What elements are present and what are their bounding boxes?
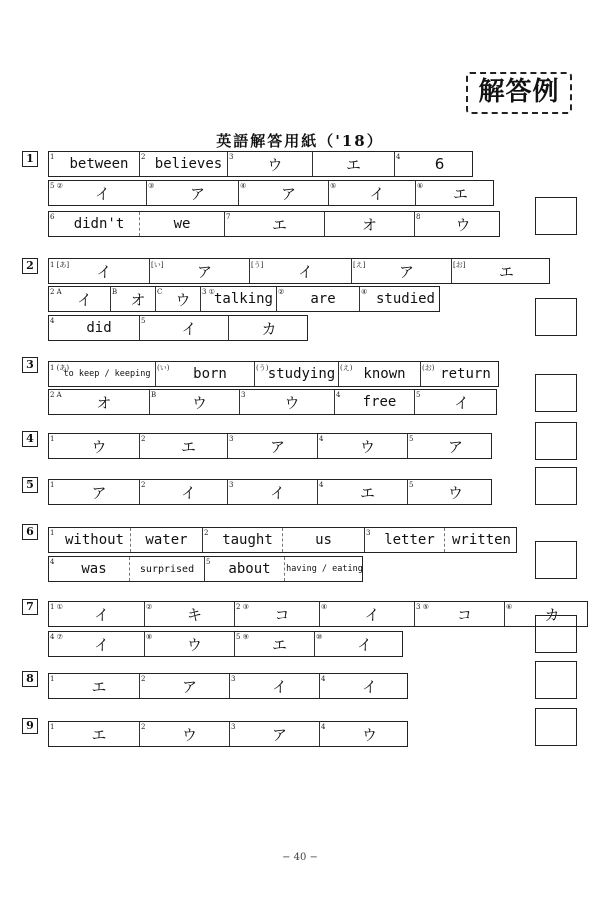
answer-text: born	[193, 366, 227, 382]
score-box	[535, 615, 577, 653]
item-label: ⑤	[330, 182, 337, 190]
question-number: 8	[22, 671, 38, 687]
answer-cell	[319, 674, 409, 698]
answer-text: イ	[356, 635, 372, 654]
answer-text: イ	[369, 184, 385, 203]
answer-cell	[254, 362, 338, 386]
answer-cell	[49, 480, 139, 504]
answer-text: taught	[222, 532, 273, 548]
answer-row	[48, 151, 473, 177]
answer-cell	[319, 602, 414, 626]
question-number: 7	[22, 599, 38, 615]
page-number: − 40 −	[282, 852, 318, 863]
answer-text: イ	[93, 605, 109, 624]
answer-cell	[227, 480, 317, 504]
answer-cell	[49, 632, 144, 656]
answer-cell	[49, 602, 144, 626]
answer-row	[48, 315, 308, 341]
item-label: 4	[396, 153, 401, 161]
answer-key-stamp: 解答例	[466, 72, 572, 114]
answer-cell	[444, 528, 518, 552]
item-label: 4 ⑦	[50, 633, 63, 641]
item-label: 4	[321, 723, 326, 731]
answer-row	[48, 673, 408, 699]
answer-cell	[284, 557, 364, 581]
answer-text: オ	[130, 290, 146, 309]
answer-cell	[144, 632, 234, 656]
answer-text: ウ	[175, 290, 191, 309]
item-label: 1	[50, 481, 55, 489]
answer-text: 6	[434, 155, 445, 173]
question-number: 6	[22, 524, 38, 540]
item-label: 1 (あ)	[50, 364, 70, 372]
answer-cell	[139, 674, 229, 698]
item-label: 5 ②	[50, 182, 63, 190]
answer-text: ウ	[284, 393, 300, 412]
answer-cell	[144, 602, 234, 626]
item-label: ⑥	[417, 182, 424, 190]
answer-text: between	[69, 156, 129, 172]
item-label: 6	[50, 213, 55, 221]
answer-text: ア	[91, 483, 107, 502]
item-label: ②	[278, 288, 285, 296]
item-label: 1 [あ]	[50, 261, 70, 269]
answer-text: イ	[453, 393, 469, 412]
answer-text: we	[173, 216, 191, 232]
answer-text: are	[310, 291, 336, 307]
answer-text: カ	[261, 319, 277, 338]
answer-cell	[49, 152, 139, 176]
answer-text: エ	[271, 215, 287, 234]
item-label: B	[151, 391, 157, 399]
item-label: 5 ⑨	[236, 633, 249, 641]
score-box	[535, 197, 577, 235]
answer-cell	[415, 181, 495, 205]
answer-text: エ	[91, 677, 107, 696]
item-label: (う)	[256, 364, 269, 372]
item-label: 2	[141, 723, 146, 731]
answer-text: エ	[359, 483, 375, 502]
answer-text: エ	[180, 437, 196, 456]
answer-text: イ	[76, 290, 92, 309]
item-label: 4	[50, 558, 55, 566]
item-label: 2	[141, 435, 146, 443]
answer-row	[48, 721, 408, 747]
item-label: 3 ⑤	[416, 603, 429, 611]
answer-text: without	[64, 532, 124, 548]
score-box	[535, 467, 577, 505]
answer-text: イ	[269, 483, 285, 502]
answer-text: ア	[271, 725, 287, 744]
item-label: 3	[229, 481, 234, 489]
answer-cell	[317, 434, 407, 458]
answer-cell	[282, 528, 364, 552]
answer-text: ウ	[191, 393, 207, 412]
answer-text: ウ	[181, 725, 197, 744]
answer-cell	[49, 722, 139, 746]
answer-text: water	[145, 532, 188, 548]
answer-text: コ	[274, 605, 290, 624]
answer-text: surprised	[139, 563, 195, 575]
item-label: 1 ①	[50, 603, 63, 611]
answer-cell	[49, 362, 155, 386]
answer-text: カ	[544, 605, 560, 624]
item-label: [え]	[353, 261, 366, 269]
score-box	[535, 422, 577, 460]
answer-cell	[276, 287, 359, 311]
item-label: 1	[50, 153, 55, 161]
question-number: 5	[22, 477, 38, 493]
answer-cell	[312, 152, 394, 176]
item-label: ⑩	[316, 633, 323, 641]
item-label: 2	[204, 529, 209, 537]
answer-row	[48, 258, 550, 284]
item-label: ⑥	[506, 603, 513, 611]
item-label: 5	[206, 558, 211, 566]
answer-text: ア	[269, 437, 285, 456]
answer-text: us	[315, 532, 332, 548]
item-label: [う]	[251, 261, 264, 269]
answer-text: ウ	[359, 437, 375, 456]
item-label: 4	[321, 675, 326, 683]
answer-cell	[139, 316, 228, 340]
answer-text: ウ	[455, 215, 471, 234]
answer-cell	[130, 528, 202, 552]
answer-text: studied	[375, 291, 435, 307]
item-label: B	[112, 288, 118, 296]
answer-cell	[420, 362, 500, 386]
item-label: (い)	[157, 364, 170, 372]
item-label: (え)	[340, 364, 353, 372]
answer-cell	[364, 528, 444, 552]
answer-row	[48, 556, 363, 582]
item-label: 2 ③	[236, 603, 249, 611]
answer-text: didn't	[73, 216, 125, 232]
answer-text: イ	[180, 483, 196, 502]
answer-cell	[359, 287, 441, 311]
answer-cell	[139, 722, 229, 746]
answer-text: known	[363, 366, 406, 382]
item-label: C	[157, 288, 163, 296]
item-label: 5	[409, 435, 414, 443]
answer-row	[48, 211, 500, 237]
answer-row	[48, 389, 497, 415]
answer-text: オ	[96, 393, 112, 412]
answer-row	[48, 180, 494, 206]
answer-cell	[317, 480, 407, 504]
answer-cell	[110, 287, 155, 311]
answer-text: エ	[271, 635, 287, 654]
item-label: 1	[50, 675, 55, 683]
answer-text: イ	[93, 635, 109, 654]
item-label: 7	[226, 213, 231, 221]
answer-text: ウ	[361, 725, 377, 744]
answer-cell	[49, 287, 110, 311]
item-label: ④	[321, 603, 328, 611]
item-label: 5	[141, 317, 146, 325]
answer-cell	[139, 212, 224, 236]
item-label: 4	[336, 391, 341, 399]
answer-cell	[314, 632, 404, 656]
answer-cell	[227, 434, 317, 458]
item-label: [お]	[453, 261, 466, 269]
item-label: ④	[240, 182, 247, 190]
score-box	[535, 661, 577, 699]
answer-text: having / eating	[286, 564, 363, 574]
answer-cell	[49, 557, 129, 581]
answer-text: ウ	[267, 155, 283, 174]
answer-cell	[139, 434, 227, 458]
answer-text: ア	[196, 262, 212, 281]
answer-text: エ	[452, 184, 468, 203]
answer-row	[48, 479, 492, 505]
item-label: 4	[319, 481, 324, 489]
answer-text: ウ	[91, 437, 107, 456]
answer-text: studying	[267, 366, 336, 382]
answer-cell	[234, 632, 314, 656]
answer-cell	[249, 259, 351, 283]
question-number: 2	[22, 258, 38, 274]
answer-cell	[338, 362, 420, 386]
answer-cell	[139, 152, 227, 176]
answer-row	[48, 286, 440, 312]
answer-cell	[451, 259, 551, 283]
answer-cell	[227, 152, 312, 176]
answer-row	[48, 527, 517, 553]
answer-cell	[49, 390, 149, 414]
answer-text: ア	[398, 262, 414, 281]
item-label: 3	[231, 675, 236, 683]
answer-text: talking	[213, 291, 273, 307]
item-label: 3	[229, 153, 234, 161]
answer-cell	[49, 674, 139, 698]
item-label: 1	[50, 529, 55, 537]
answer-cell	[149, 259, 249, 283]
answer-cell	[414, 602, 504, 626]
score-box	[535, 541, 577, 579]
answer-cell	[407, 480, 493, 504]
answer-cell	[324, 212, 414, 236]
answer-text: イ	[94, 184, 110, 203]
answer-text: イ	[361, 677, 377, 696]
item-label: ③	[148, 182, 155, 190]
answer-cell	[49, 212, 139, 236]
answer-row	[48, 601, 588, 627]
answer-cell	[229, 674, 319, 698]
answer-text: イ	[271, 677, 287, 696]
answer-text: did	[86, 320, 112, 336]
item-label: 2 A	[50, 391, 62, 399]
answer-row	[48, 433, 492, 459]
answer-text: エ	[498, 262, 514, 281]
answer-text: ア	[189, 184, 205, 203]
answer-text: イ	[96, 262, 112, 281]
answer-cell	[129, 557, 204, 581]
answer-text: エ	[345, 155, 361, 174]
page-title: 英語解答用紙（'18）	[216, 132, 384, 150]
answer-cell	[149, 390, 239, 414]
item-label: 2	[141, 675, 146, 683]
answer-text: return	[440, 366, 491, 382]
answer-text: ウ	[186, 635, 202, 654]
answer-cell	[49, 434, 139, 458]
item-label: 3	[231, 723, 236, 731]
answer-cell	[224, 212, 324, 236]
answer-row	[48, 631, 403, 657]
item-label: (お)	[422, 364, 435, 372]
answer-text: イ	[364, 605, 380, 624]
answer-text: letter	[384, 532, 435, 548]
item-label: 4	[50, 317, 55, 325]
answer-text: written	[451, 532, 511, 548]
answer-text: コ	[456, 605, 472, 624]
answer-cell	[328, 181, 415, 205]
item-label: 3	[229, 435, 234, 443]
answer-text: ウ	[447, 483, 463, 502]
answer-cell	[334, 390, 414, 414]
answer-text: エ	[91, 725, 107, 744]
item-label: 2 A	[50, 288, 62, 296]
answer-cell	[238, 181, 328, 205]
answer-cell	[49, 316, 139, 340]
answer-text: イ	[181, 319, 197, 338]
answer-cell	[414, 212, 501, 236]
answer-cell	[49, 528, 130, 552]
item-label: [い]	[151, 261, 164, 269]
score-box	[535, 374, 577, 412]
question-number: 1	[22, 151, 38, 167]
answer-row	[48, 361, 499, 387]
item-label: ②	[146, 603, 153, 611]
answer-cell	[319, 722, 409, 746]
answer-text: ア	[280, 184, 296, 203]
answer-text: オ	[361, 215, 377, 234]
answer-cell	[414, 390, 498, 414]
answer-cell	[394, 152, 474, 176]
answer-cell	[146, 181, 238, 205]
answer-text: believes	[154, 156, 223, 172]
question-number: 9	[22, 718, 38, 734]
answer-text: イ	[297, 262, 313, 281]
item-label: ⑧	[146, 633, 153, 641]
item-label: 1	[50, 723, 55, 731]
item-label: 3 ①	[202, 288, 215, 296]
answer-cell	[139, 480, 227, 504]
answer-text: to keep / keeping	[63, 369, 151, 379]
answer-cell	[229, 722, 319, 746]
answer-text: was	[81, 561, 107, 577]
item-label: 1	[50, 435, 55, 443]
item-label: 8	[416, 213, 421, 221]
answer-cell	[204, 557, 284, 581]
score-box	[535, 298, 577, 336]
item-label: 5	[409, 481, 414, 489]
answer-cell	[155, 287, 200, 311]
item-label: 2	[141, 481, 146, 489]
answer-text: ア	[447, 437, 463, 456]
answer-cell	[200, 287, 276, 311]
item-label: 2	[141, 153, 146, 161]
item-label: 5	[416, 391, 421, 399]
question-number: 3	[22, 357, 38, 373]
answer-cell	[407, 434, 493, 458]
answer-cell	[202, 528, 282, 552]
answer-text: ア	[181, 677, 197, 696]
answer-cell	[239, 390, 334, 414]
answer-cell	[155, 362, 254, 386]
answer-text: キ	[186, 605, 202, 624]
item-label: 4	[319, 435, 324, 443]
answer-cell	[234, 602, 319, 626]
question-number: 4	[22, 431, 38, 447]
answer-cell	[351, 259, 451, 283]
item-label: 3	[366, 529, 371, 537]
answer-cell	[49, 259, 149, 283]
answer-text: free	[362, 394, 397, 410]
answer-cell	[49, 181, 146, 205]
answer-text: about	[228, 561, 271, 577]
score-box	[535, 708, 577, 746]
item-label: ④	[361, 288, 368, 296]
answer-cell	[228, 316, 309, 340]
item-label: 3	[241, 391, 246, 399]
